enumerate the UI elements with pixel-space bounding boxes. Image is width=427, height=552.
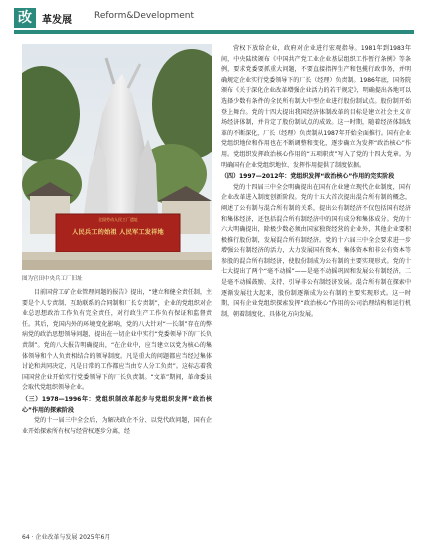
monument-photo xyxy=(22,44,212,270)
plaque-main-text: 人民兵工的始祖 人民军工发祥地 xyxy=(72,229,164,236)
header-divider xyxy=(14,30,414,34)
section-title-cn: 革发展 xyxy=(42,15,72,26)
section-logo: 改 xyxy=(14,8,36,28)
page-header xyxy=(14,8,414,28)
plaque-top-text: 全国劳动人民工厂遗址 xyxy=(98,217,138,222)
monument-illustration xyxy=(22,44,212,270)
left-column xyxy=(22,288,212,437)
section-title-en: Reform&Development xyxy=(94,11,194,21)
section-heading: （三）1978—1996年：党组织制改革起步与党组织发挥“政治核心”作用的探索阶段 xyxy=(22,395,212,414)
section-heading: （四）1997—2012年：党组织发挥“政治核心”作用的完实阶段 xyxy=(221,173,395,181)
body-paragraph: 党的十一届三中全会后，为解决政企不分、以党代政问题，国有企业开始探索所有权与经营权逐步分离，经 xyxy=(22,417,212,435)
photo-caption: 图为官田中央兵工厂旧址 xyxy=(22,276,83,282)
body-paragraph: 目前国营工矿企业管理问题的报告》提出，“建立和健全责任制，主要是个人专责制、互助联系的合同制和厂长专责制”，企业的党组织对企业总思想政治工作负有完全责任，对行政生产工作负有保证和监督责任。其后，党国内外的环境变化影响，党的八大针对“一长制”存在的弊病党的政治思想领导问题，提出在一切企业中实行“党委领导下的厂长负责制”。党的八大报告明确提出，“在企业中，应当建立以党为核心的集体领导和个人负责相结合的领导制度。凡是重大的问题都应当经过集体讨论和共同决定，凡是日常的工作都应当由专人分工负责”。这标志着我国国营企业开始实行党委领导下的厂长负责制。“文革”期间，革命委员会取代党组织领导企业。 xyxy=(22,289,212,392)
page-footer: 64 · 企业改革与发展 2025年6月 xyxy=(22,534,111,541)
body-paragraph: 党的十四届三中全会明确提出在国有企业建立现代企业制度，国有企业改革进入制度创新阶段。党的十五大首次提出混合所有制的概念，阐述了公有制与混合所有制的关系，提出公有制经济不仅包括国有经济和集体经济，还包括混合所有制经济中的国有成分和集体成分。党的十六大明确提出，除极少数必须由国家独资经营的企业外，其他企业要积极推行股份制，发展混合所有制经济。党的十六届三中全会要求进一步增强公有制经济的活力，大力发展国有资本、集体资本和非公有资本等参股的混合所有制经济，使股份制成为公有制的主要实现形式。党的十七大提出了两个“毫不动摇”——是毫不动摇巩固和发展公有制经济，二是毫不动摇鼓励、支持、引导非公有制经济发展。混合所有制在探索中逐渐发展壮大起来，股份制逐渐成为公有制的主要实现形式。这一时期，国有企业党组织探索发挥“政治核心”作用的公司治理结构和运行机制，朝着制度化、具体化方向发展。 xyxy=(221,183,411,318)
right-column xyxy=(221,44,411,320)
body-paragraph: 营权下放给企业，政府对企业进行宏观指导。1981年到1983年间，中央陆续颁布《中国共产党工业企业基层组织工作暂行条例》等条例，要求党委要抓重大问题，不要直接指挥生产和包揽行政事务，并明确规定企业实行党委领导下的厂长（经理）负责制。1986年底，国务院颁布《关于深化企业改革增强企业活力的若干规定》，明确提出各地可以选择少数有条件的全民所有制大中型企业进行股份制试点。股份制开始登上舞台。党的十四大提出我国经济体制改革的目标是建立社会主义市场经济体制，并肯定了股份制试点的成效。这一时期，随着经济体制改革的不断深化，厂长（经理）负责制从1987年开始全面推行。国有企业党组织地位和作用也在不断调整和变化，逐步确立为发挥“政治核心”作用。党组织发挥政治核心作用的“五项职责”写入了党的十四大党章。为明确国有企业党组织地位、发挥作用提供了制度依据。 xyxy=(221,45,411,169)
